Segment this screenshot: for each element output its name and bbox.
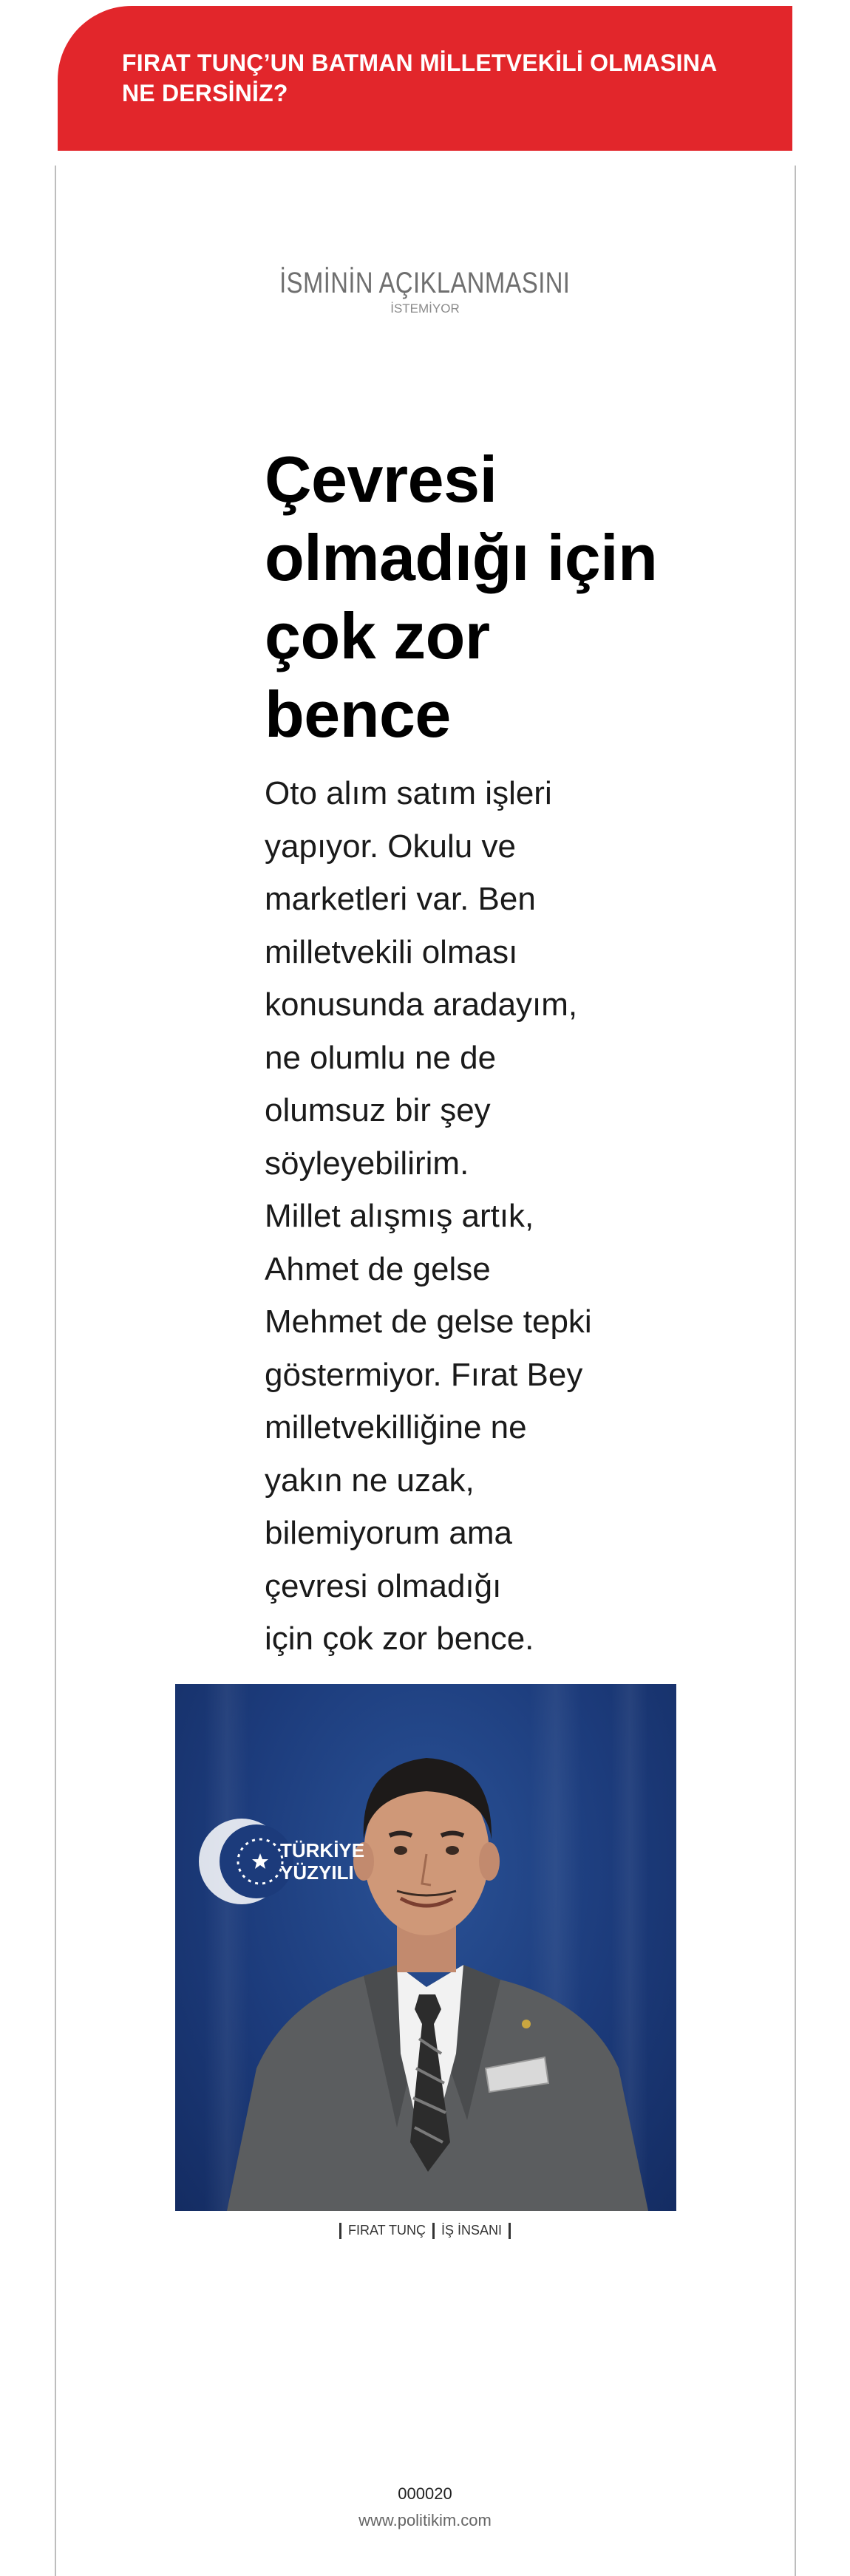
logo-line-2: YÜZYILI: [280, 1861, 354, 1884]
body-line: göstermiyor. Fırat Bey: [265, 1356, 583, 1393]
header-banner: [58, 6, 792, 151]
body-line: marketleri var. Ben: [265, 881, 536, 917]
body-line: için çok zor bence.: [265, 1621, 534, 1657]
caption-role: İŞ İNSANI: [441, 2223, 503, 2238]
kicker: [0, 266, 850, 316]
body-line: konusunda aradayım,: [265, 987, 578, 1023]
body-line: Millet alışmış artık,: [265, 1198, 534, 1234]
title-line-2: NE DERSİNİZ?: [122, 80, 288, 106]
body-line: çevresi olmadığı: [265, 1567, 502, 1604]
caption-name: FIRAT TUNÇ: [347, 2223, 426, 2238]
headline-line: çok zor: [265, 599, 490, 672]
photo-caption: [0, 2223, 850, 2239]
portrait-photo: [175, 1684, 676, 2211]
headline-line: Çevresi: [265, 443, 497, 516]
body-line: olumsuz bir şey: [265, 1092, 491, 1128]
body-line: Mehmet de gelse tepki: [265, 1304, 592, 1340]
body-line: milletvekilliğine ne: [265, 1409, 527, 1445]
caption-divider: [432, 2223, 435, 2239]
turkiye-yuzyili-logo-text: [280, 1839, 364, 1884]
body-line: yakın ne uzak,: [265, 1462, 475, 1499]
body-line: yapıyor. Okulu ve: [265, 828, 516, 865]
page-title: [122, 48, 778, 109]
kicker-main: İSMİNİN AÇIKLANMASINI: [279, 267, 571, 299]
body-line: milletvekili olması: [265, 933, 518, 970]
body-line: Ahmet de gelse: [265, 1250, 491, 1287]
footer-url: www.politikim.com: [358, 2511, 492, 2529]
body-line: bilemiyorum ama: [265, 1515, 512, 1551]
kicker-sub: İSTEMİYOR: [390, 301, 460, 316]
body-line: ne olumlu ne de: [265, 1039, 497, 1076]
frame-right-rule: [795, 166, 796, 2576]
title-line-1: FIRAT TUNÇ’UN BATMAN MİLLETVEKİLİ OLMASINA: [122, 50, 718, 76]
frame-left-rule: [55, 166, 56, 2576]
headline: [265, 440, 708, 754]
headline-line: olmadığı için: [265, 521, 658, 594]
footer-code: 000020: [398, 2484, 452, 2503]
body-line: söyleyebilirim.: [265, 1145, 469, 1182]
caption-divider: [509, 2223, 511, 2239]
logo-line-1: TÜRKİYE: [280, 1839, 365, 1861]
body-text: [265, 767, 612, 1666]
caption-divider: [339, 2223, 341, 2239]
portrait-illustration: [175, 1684, 676, 2211]
headline-line: bence: [265, 678, 451, 751]
body-line: Oto alım satım işleri: [265, 775, 552, 811]
